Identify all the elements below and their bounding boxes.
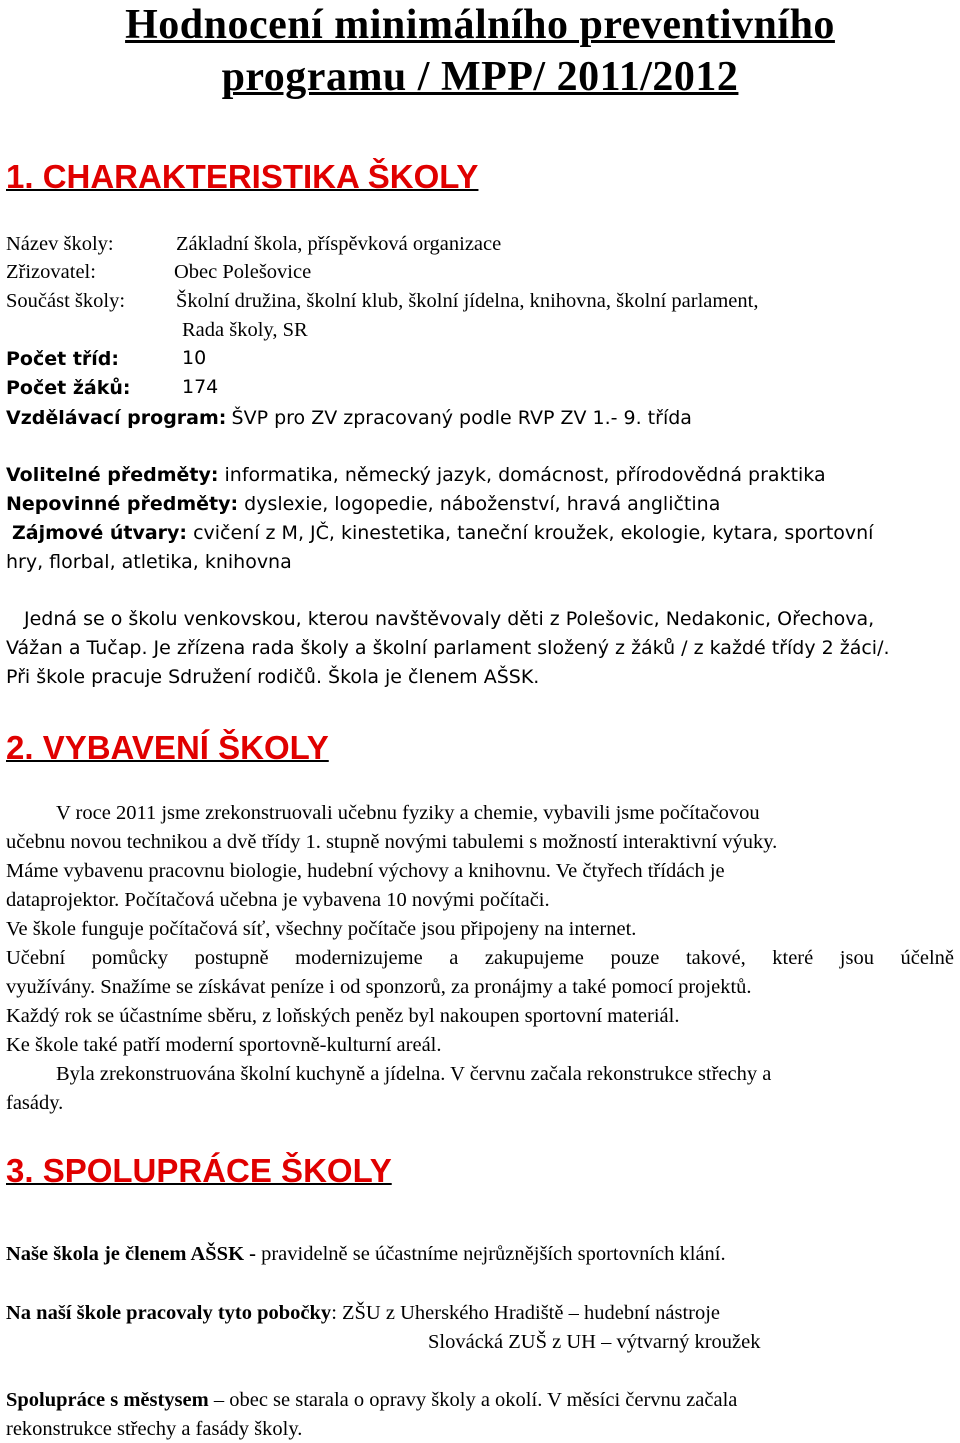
mestys-value: – obec se starala o opravy školy a okolí. V měsíci červnu začala (208, 1389, 738, 1411)
vybaveni-line: V roce 2011 jsme zrekonstruovali učebnu fyziky a chemie, vybavili jsme počítačovou (56, 802, 760, 824)
document-title-line1: Hodnocení minimálního preventivního (125, 2, 835, 48)
section-heading-charakteristika: 1. CHARAKTERISTIKA ŠKOLY (6, 158, 479, 195)
mestys-value-line2: rekonstrukce střechy a fasády školy. (6, 1418, 303, 1440)
program-value: ŠVP pro ZV zpracovaný podle RVP ZV 1.- 9. třída (231, 407, 692, 429)
pocet-trid-value: 10 (182, 347, 207, 369)
pocet-zaku-row (6, 376, 219, 399)
program-label: Vzdělávací program: (6, 407, 227, 429)
section-heading-vybaveni: 2. VYBAVENÍ ŠKOLY (6, 729, 329, 766)
soucast-value: Školní družina, školní klub, školní jídelna, knihovna, školní parlament, (176, 290, 759, 312)
assk-value: pravidelně se účastníme nejrůznějších sportovních klání. (255, 1243, 726, 1265)
soucast-value-line2: Rada školy, SR (182, 319, 308, 341)
vybaveni-line: Byla zrekonstruována školní kuchyně a jídelna. V červnu začala rekonstrukce střechy a (56, 1063, 772, 1085)
zrizovatel-row (6, 261, 312, 283)
vybaveni-line: Ve škole funguje počítačová síť, všechny počítače jsou připojeny na internet. (6, 918, 637, 940)
vybaveni-line: Učební pomůcky postupně modernizujeme a zakupujeme pouze takové, které jsou účelně (6, 947, 954, 969)
pobocky-value-line2: Slovácká ZUŠ z UH – výtvarný kroužek (428, 1331, 761, 1353)
pobocky-value: : ZŠU z Uherského Hradiště – hudební nástroje (331, 1302, 721, 1324)
vybaveni-line: Máme vybavenu pracovnu biologie, hudební výchovy a knihovnu. Ve čtyřech třídách je (6, 860, 725, 882)
vybaveni-line: Ke škole také patří moderní sportovně-kulturní areál. (6, 1034, 442, 1056)
document-title-line2: programu / MPP/ 2011/2012 (221, 54, 739, 100)
pocet-trid-label: Počet tříd: (6, 348, 119, 370)
mestys-row (6, 1390, 737, 1411)
program-row (6, 408, 692, 429)
nepovinne-value: dyslexie, logopedie, náboženství, hravá angličtina (238, 493, 721, 515)
zajmove-label: Zájmové útvary: (12, 522, 188, 544)
vybaveni-line: fasády. (6, 1092, 64, 1114)
vybaveni-line: učebnu novou technikou a dvě třídy 1. stupně novými tabulemi s možností interaktivní výuky. (6, 831, 778, 853)
soucast-row (6, 290, 759, 312)
volitelne-label: Volitelné předměty: (6, 464, 219, 486)
pocet-zaku-value: 174 (182, 376, 219, 398)
nazev-row (6, 233, 502, 255)
zrizovatel-value: Obec Polešovice (174, 261, 312, 283)
vybaveni-line: Každý rok se účastníme sběru, z loňských peněz byl nakoupen sportovní materiál. (6, 1005, 680, 1027)
pocet-trid-row (6, 347, 207, 370)
nepovinne-label: Nepovinné předměty: (6, 493, 239, 515)
zajmove-value-line2: hry, florbal, atletika, knihovna (6, 551, 292, 573)
pocet-zaku-label: Počet žáků: (6, 377, 131, 399)
zajmove-value: cvičení z M, JČ, kinestetika, taneční kroužek, ekologie, kytara, sportovní (187, 522, 874, 544)
nepovinne-row (6, 494, 720, 515)
volitelne-row (6, 465, 826, 486)
nazev-label: Název školy: (6, 233, 114, 255)
pobocky-label: Na naší škole pracovaly tyto pobočky (6, 1302, 332, 1324)
assk-label: Naše škola je členem AŠSK - (6, 1243, 256, 1265)
mestys-label: Spolupráce s městysem (6, 1389, 209, 1411)
nazev-value: Základní škola, příspěvková organizace (176, 233, 502, 255)
school-description-line2: Vážan a Tučap. Je zřízena rada školy a školní parlament složený z žáků / z každé třídy 2 žáci/. (6, 637, 890, 659)
assk-row (6, 1244, 726, 1265)
pobocky-row (6, 1303, 720, 1324)
soucast-label: Součást školy: (6, 290, 126, 312)
vybaveni-line: využívány. Snažíme se získávat peníze i od sponzorů, za pronájmy a také pomocí projektů. (6, 976, 752, 998)
zrizovatel-label: Zřizovatel: (6, 261, 96, 283)
section-heading-spoluprace: 3. SPOLUPRÁCE ŠKOLY (6, 1152, 392, 1189)
vybaveni-line: dataprojektor. Počítačová učebna je vybavena 10 novými počítači. (6, 889, 550, 911)
school-description-line1: Jedná se o školu venkovskou, kterou navštěvovaly děti z Polešovic, Nedakonic, Ořechova, (24, 608, 875, 630)
volitelne-value: informatika, německý jazyk, domácnost, přírodovědná praktika (218, 464, 826, 486)
zajmove-row (12, 523, 873, 544)
school-description-line3: Při škole pracuje Sdružení rodičů. Škola je členem AŠSK. (6, 666, 540, 688)
